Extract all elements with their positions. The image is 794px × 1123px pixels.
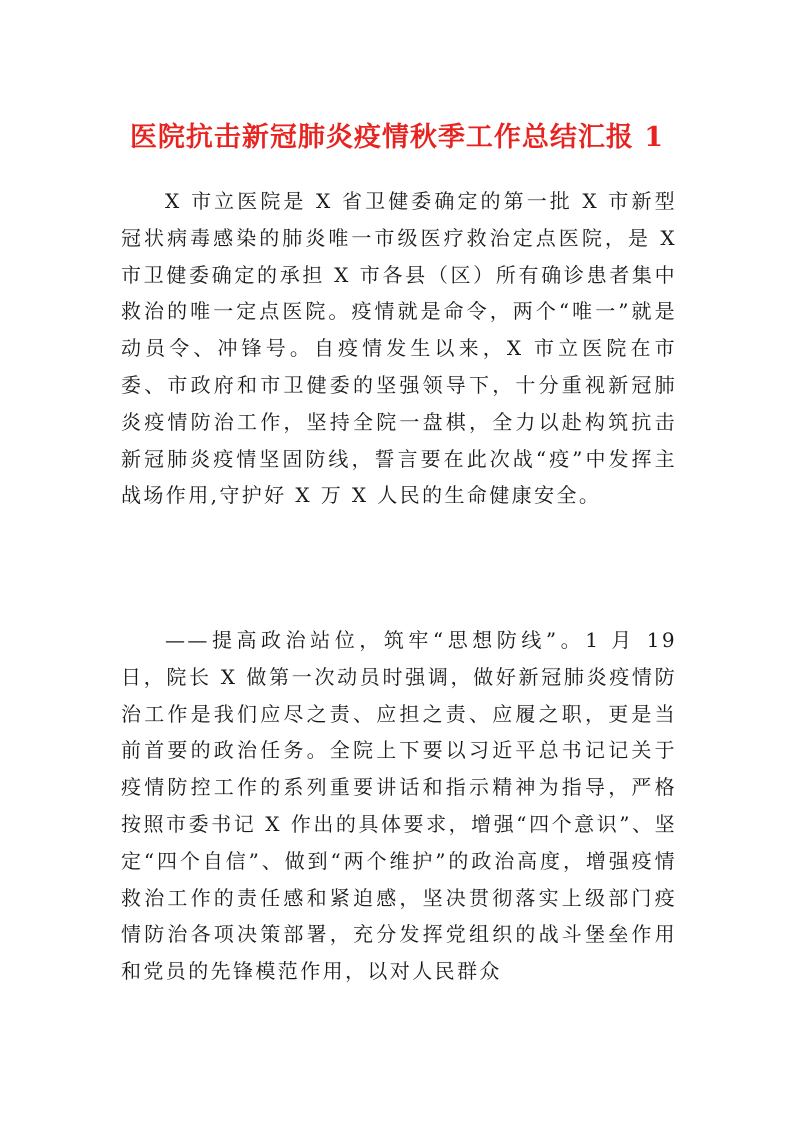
body-paragraph: X 市立医院是 X 省卫健委确定的第一批 X 市新型冠状病毒感染的肺炎唯一市级医疗救治定点医院，是 X 市卫健委确定的承担 X 市各县（区）所有确诊患者集中救治的唯一定点医院。疫情就是命令，两个“唯一”就是动员令、冲锋号。自疫情发生以来，X 市立医院在市委、市政府和市卫健委的坚强领导下，十分重视新冠肺炎疫情防治工作，坚持全院一盘棋，全力以赴构筑抗击新冠肺炎疫情坚固防线，誓言要在此次战“疫”中发挥主战场作用,守护好 X 万 X 人民的生命健康安全。: [121, 189, 677, 508]
body-paragraph: ——提高政治站位，筑牢“思想防线”。1 月 19 日，院长 X 做第一次动员时强调，做好新冠肺炎疫情防治工作是我们应尽之责、应担之责、应履之职，更是当前首要的政治任务。全院上下要以习近平总书记记关于疫情防控工作的系列重要讲话和指示精神为指导，严格按照市委书记 X 作出的具体要求，增强“四个意识”、坚定“四个自信”、做到“两个维护”的政治高度，增强疫情救治工作的责任感和紧迫感，坚决贯彻落实上级部门疫情防治各项决策部署，充分发挥党组织的战斗堡垒作用和党员的先锋模范作用，以对人民群众: [121, 628, 677, 984]
document-title: 医院抗击新冠肺炎疫情秋季工作总结汇报 1: [129, 122, 665, 154]
